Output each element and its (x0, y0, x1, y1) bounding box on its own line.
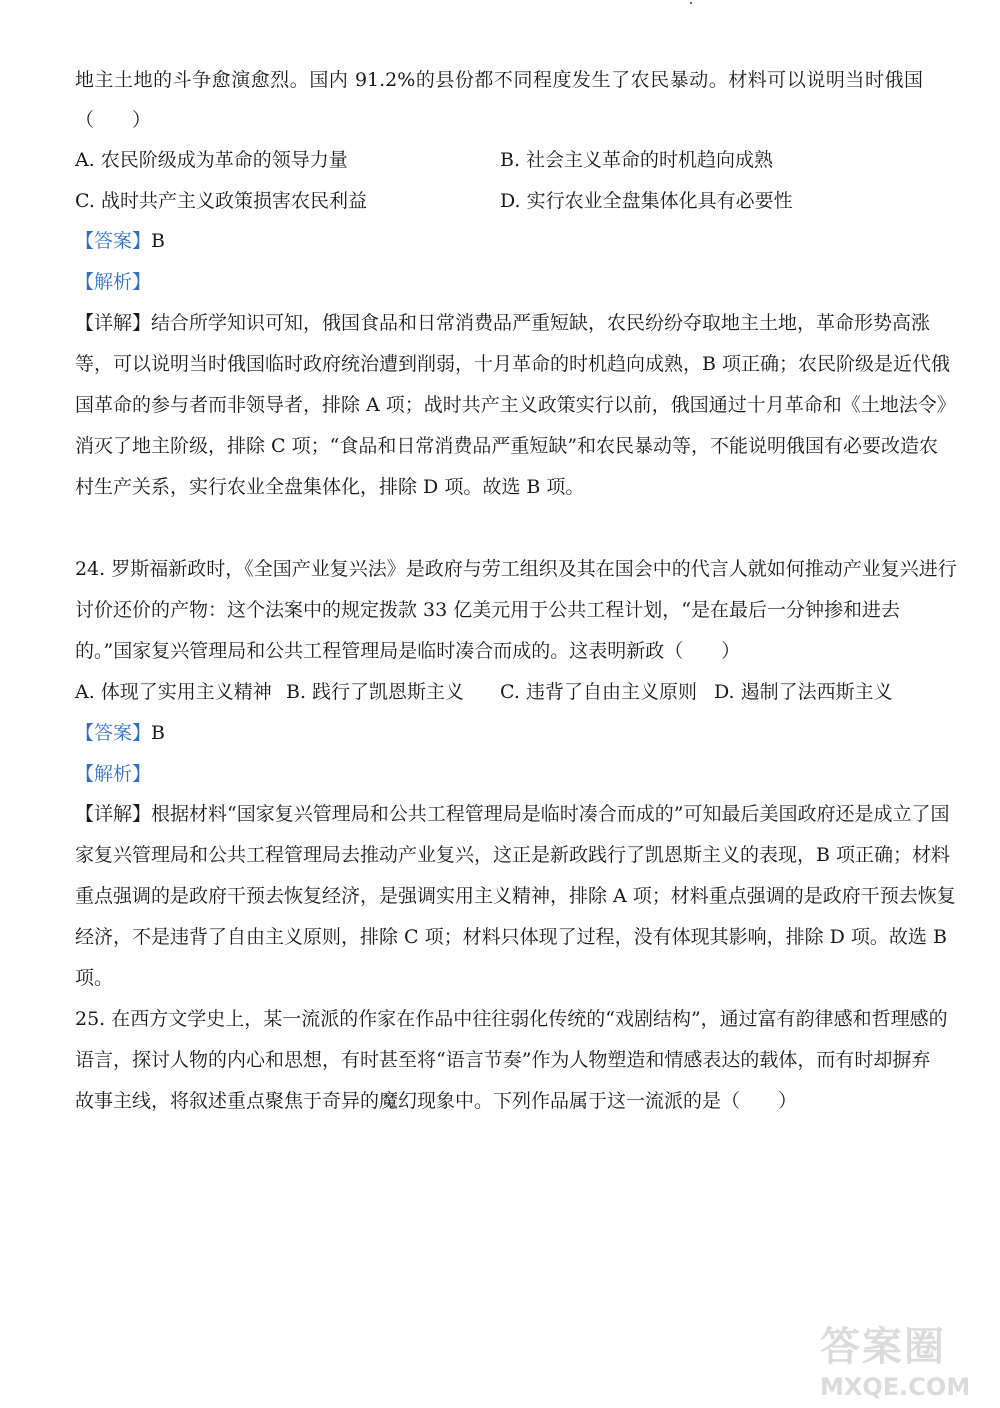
q23-stem-line-1: 地主土地的斗争愈演愈烈。国内 91.2%的县份都不同程度发生了农民暴动。材料可以说明当时俄国 (75, 69, 923, 91)
q23-detail-line-4: 消灭了地主阶级，排除 C 项；“食品和日常消费品严重短缺”和农民暴动等，不能说明俄国有必要改造农 (75, 435, 939, 457)
q25-stem-line-3: 故事主线，将叙述重点聚焦于奇异的魔幻现象中。下列作品属于这一流派的是（ ） (75, 1090, 798, 1112)
q25-stem-line-2: 语言，探讨人物的内心和思想，有时甚至将“语言节奏”作为人物塑造和情感表达的载体，而有时却摒弃 (75, 1049, 931, 1071)
scan-speck (690, 2, 692, 4)
q23-answer-line (75, 229, 165, 253)
q23-option-b: B. 社会主义革命的时机趋向成熟 (500, 149, 774, 171)
q24-answer-tag: 【答案】 (75, 722, 152, 744)
q23-detail-line-5: 村生产关系，实行农业全盘集体化，排除 D 项。故选 B 项。 (75, 476, 585, 498)
q23-analysis-tag: 【解析】 (75, 271, 152, 293)
q24-answer-line (75, 721, 165, 745)
q24-stem-line-2: 讨价还价的产物：这个法案中的规定拨款 33 亿美元用于公共工程计划，“是在最后一分钟掺和进去 (75, 599, 900, 621)
q23-detail-line-3: 国革命的参与者而非领导者，排除 A 项；战时共产主义政策实行以前，俄国通过十月革命和《土地法令》 (75, 394, 956, 416)
q23-detail-tag: 【详解】 (75, 312, 152, 334)
q24-detail-line-2: 家复兴管理局和公共工程管理局去推动产业复兴，这正是新政践行了凯恩斯主义的表现，B 项正确；材料 (75, 844, 951, 866)
q24-detail-text-1: 根据材料“国家复兴管理局和公共工程管理局是临时凑合而成的”可知最后美国政府还是成立了国 (151, 803, 950, 825)
q24-detail-line-1 (75, 802, 950, 826)
q24-option-d: D. 遏制了法西斯主义 (714, 681, 893, 703)
q24-analysis-heading (75, 762, 151, 786)
q24-answer-value: B (151, 722, 165, 744)
q23-detail-line-1 (75, 311, 931, 335)
q24-detail-line-4: 经济，不是违背了自由主义原则，排除 C 项；材料只体现了过程，没有体现其影响，排除 D 项。故选 B (75, 926, 947, 948)
q24-detail-line-5: 项。 (75, 967, 114, 989)
q24-detail-tag: 【详解】 (75, 803, 152, 825)
q24-detail-line-3: 重点强调的是政府干预去恢复经济，是强调实用主义精神，排除 A 项；材料重点强调的是政府干预去恢复 (75, 885, 956, 907)
watermark-url: MXQE.COM (820, 1373, 971, 1401)
q24-stem-line-3: 的。”国家复兴管理局和公共工程管理局是临时凑合而成的。这表明新政（ ） (75, 640, 741, 662)
q25-stem-line-1: 25. 在西方文学史上，某一流派的作家在作品中往往弱化传统的“戏剧结构”，通过富有韵律感和哲理感的 (75, 1008, 948, 1030)
q23-detail-line-2: 等，可以说明当时俄国临时政府统治遭到削弱，十月革命的时机趋向成熟，B 项正确；农民阶级是近代俄 (75, 353, 951, 375)
q24-option-a: A. 体现了实用主义精神 (75, 681, 272, 703)
q23-answer-value: B (151, 230, 165, 252)
q24-stem-line-1: 24. 罗斯福新政时，《全国产业复兴法》是政府与劳工组织及其在国会中的代言人就如何推动产业复兴进行 (75, 558, 957, 580)
watermark-logo: 答案圈 (820, 1324, 946, 1370)
q24-option-b: B. 践行了凯恩斯主义 (286, 681, 465, 703)
q23-option-a: A. 农民阶级成为革命的领导力量 (75, 149, 348, 171)
q24-analysis-tag: 【解析】 (75, 763, 152, 785)
q23-stem-line-2: （ ） (75, 109, 152, 131)
q23-answer-tag: 【答案】 (75, 230, 152, 252)
q24-option-c: C. 违背了自由主义原则 (500, 681, 697, 703)
q23-detail-text-1: 结合所学知识可知，俄国食品和日常消费品严重短缺，农民纷纷夺取地主土地，革命形势高涨 (151, 312, 931, 334)
q23-option-c: C. 战时共产主义政策损害农民利益 (75, 190, 367, 212)
q23-option-d: D. 实行农业全盘集体化具有必要性 (500, 190, 793, 212)
q23-analysis-heading (75, 270, 151, 294)
